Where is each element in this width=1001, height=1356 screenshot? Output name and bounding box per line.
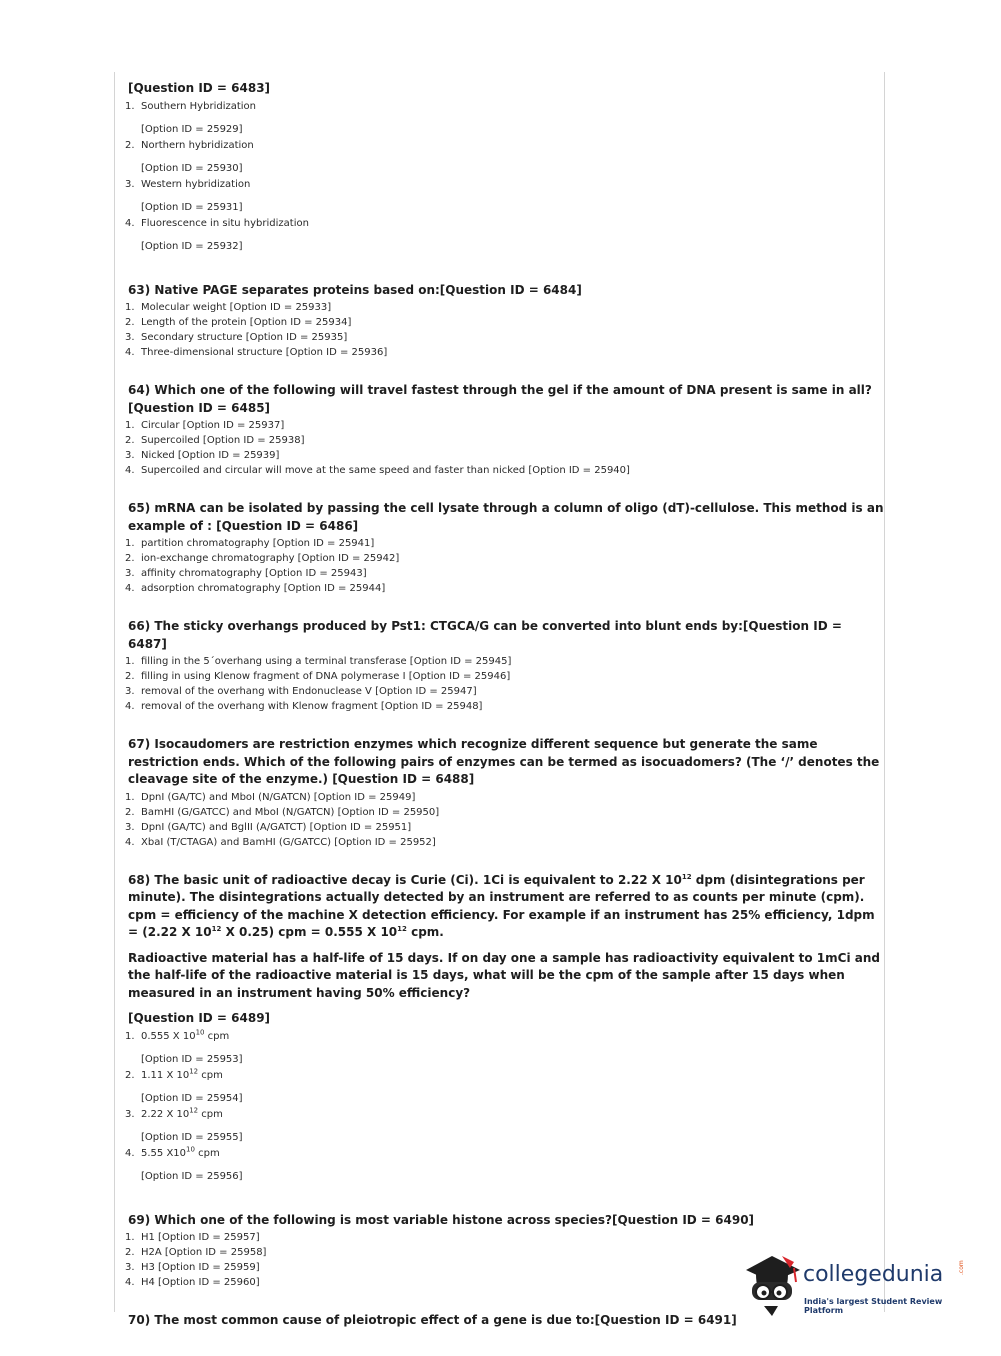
option-number: 1.: [125, 420, 135, 431]
option-id: [Option ID = 25953]: [141, 1053, 243, 1065]
option-id: [Option ID = 25931]: [141, 201, 243, 213]
option-unit: cpm: [204, 1030, 230, 1042]
option-text: Supercoiled and circular will move at the same speed and faster than nicked [Option ID = 25940]: [141, 465, 630, 476]
exponent: 10: [186, 1145, 195, 1154]
question-title: 65) mRNA can be isolated by passing the cell lysate through a column of oligo (dT)-cellulose. This method is an example of : [Question ID = 6486]: [128, 501, 884, 533]
question-title: 63) Native PAGE separates proteins based on:[Question ID = 6484]: [128, 282, 582, 297]
para-text: dpm (disintegrations per minute). The disintegrations actually detected by an instrument are referred to as counts per minute (cpm). cpm = efficiency of the machine X detection efficiency. For example if an instrument has 25% efficiency, 1dpm = (2.22 X 10: [128, 872, 875, 939]
option-list: [114, 1107, 884, 1122]
option-text: Southern Hybridization: [141, 100, 256, 112]
option-list: [114, 536, 884, 596]
logo-tagline: India's largest Student Review Platform: [804, 1297, 943, 1315]
option-number: 3.: [125, 686, 135, 697]
option-text: Molecular weight [Option ID = 25933]: [141, 302, 332, 313]
option-unit: cpm: [194, 1147, 220, 1159]
option-text: affinity chromatography [Option ID = 25943]: [141, 568, 367, 579]
option-text: removal of the overhang with Endonuclease V [Option ID = 25947]: [141, 686, 477, 697]
option-number: 2.: [125, 553, 135, 564]
option-item: [114, 138, 884, 153]
question-65-block: [114, 500, 884, 596]
option-id: [Option ID = 25932]: [141, 240, 243, 252]
option-list: [114, 418, 884, 478]
option-text: Supercoiled [Option ID = 25938]: [141, 435, 305, 446]
para-text: 68) The basic unit of radioactive decay is Curie (Ci). 1Ci is equivalent to 2.22 X 10: [128, 872, 682, 887]
question-63-block: [114, 282, 884, 361]
option-number: 2.: [125, 317, 135, 328]
mascot-icon: [742, 1248, 804, 1318]
option-text: DpnI (GA/TC) and MboI (N/GATCN) [Option ID = 25949]: [141, 791, 416, 803]
question-68-block: [114, 872, 884, 1184]
option-item: [114, 669, 884, 684]
option-number: 3.: [125, 568, 135, 579]
option-text: H3 [Option ID = 25959]: [141, 1262, 260, 1273]
option-item: [114, 654, 884, 669]
exponent: 10: [195, 1028, 205, 1037]
question-66-block: [114, 618, 884, 714]
option-item: [114, 566, 884, 581]
logo-wordmark: collegedunia: [803, 1262, 944, 1287]
option-number: 3.: [125, 332, 135, 343]
question-id: [Question ID = 6489]: [128, 1011, 271, 1025]
option-item: [114, 551, 884, 566]
option-id: [Option ID = 25929]: [141, 123, 243, 135]
option-text: adsorption chromatography [Option ID = 25944]: [141, 583, 386, 594]
right-margin-line: [884, 72, 885, 1312]
option-id: [Option ID = 25954]: [141, 1092, 243, 1104]
option-item: [114, 433, 884, 448]
option-item: [114, 300, 884, 315]
option-item: [114, 1230, 884, 1245]
option-number: 2.: [125, 1247, 135, 1258]
question-68-paragraph-2: Radioactive material has a half-life of 15 days. If on day one a sample has radioactivity equivalent to 1mCi and the half-life of the radioactive material is 15 days, what will be the cpm of the sample after 15 days when measured in an instrument having 50% efficiency?: [128, 950, 880, 1000]
option-item: [114, 699, 884, 714]
option-number: 4.: [125, 1147, 135, 1159]
option-item: [114, 463, 884, 478]
option-number: 3.: [125, 450, 135, 461]
option-item: [114, 536, 884, 551]
logo-suffix: .com: [958, 1260, 965, 1275]
option-number: 4.: [125, 701, 135, 712]
option-item: [114, 581, 884, 596]
option-number: 4.: [125, 217, 135, 229]
para-text: cpm.: [406, 925, 444, 939]
option-text: Nicked [Option ID = 25939]: [141, 450, 280, 461]
option-list: [114, 790, 884, 850]
option-number: 3.: [125, 1262, 135, 1273]
exponent: 12: [681, 872, 692, 881]
option-text: DpnI (GA/TC) and BglII (A/GATCT) [Option ID = 25951]: [141, 821, 412, 833]
option-text: 2.22 X 10: [141, 1108, 190, 1120]
option-number: 1.: [125, 100, 135, 112]
option-list: [114, 99, 884, 114]
exponent: 12: [189, 1106, 199, 1115]
option-item: [114, 177, 884, 192]
option-number: 1.: [125, 791, 135, 803]
exponent: 12: [397, 925, 407, 933]
option-item: [114, 805, 884, 820]
option-item: [114, 330, 884, 345]
question-title: [Question ID = 6483]: [128, 81, 271, 95]
option-text: filling in the 5´overhang using a terminal transferase [Option ID = 25945]: [141, 656, 512, 667]
option-number: 1.: [125, 656, 135, 667]
option-unit: cpm: [198, 1108, 223, 1120]
option-number: 1.: [125, 1030, 135, 1042]
option-number: 3.: [125, 1108, 135, 1120]
option-text: Circular [Option ID = 25937]: [141, 420, 285, 431]
option-text: H2A [Option ID = 25958]: [141, 1247, 267, 1258]
option-number: 3.: [125, 821, 135, 833]
option-text: Northern hybridization: [141, 139, 254, 151]
question-title: 70) The most common cause of pleiotropic effect of a gene is due to:[Question ID = 6491]: [128, 1313, 737, 1327]
option-list: [114, 654, 884, 714]
option-text: removal of the overhang with Klenow fragment [Option ID = 25948]: [141, 701, 483, 712]
option-text: 0.555 X 10: [141, 1030, 196, 1042]
option-list: [114, 216, 884, 231]
question-title: 66) The sticky overhangs produced by Pst1: CTGCA/G can be converted into blunt ends by:[Question ID = 6487]: [128, 619, 842, 651]
option-text: filling in using Klenow fragment of DNA polymerase I [Option ID = 25946]: [141, 671, 511, 682]
option-text: 1.11 X 10: [141, 1069, 190, 1081]
option-number: 3.: [125, 178, 135, 190]
option-item: [114, 1107, 884, 1122]
question-title: 64) Which one of the following will travel fastest through the gel if the amount of DNA present is same in all?[Question ID = 6485]: [128, 383, 872, 415]
option-item: [114, 448, 884, 463]
exponent: 12: [211, 925, 222, 933]
option-number: 4.: [125, 583, 135, 594]
option-number: 1.: [125, 302, 135, 313]
option-text: XbaI (T/CTAGA) and BamHI (G/GATCC) [Option ID = 25952]: [141, 836, 436, 848]
option-number: 4.: [125, 836, 135, 848]
option-text: Three-dimensional structure [Option ID = 25936]: [141, 347, 388, 358]
option-list: [114, 1146, 884, 1161]
option-item: [114, 1068, 884, 1083]
question-content: [114, 80, 884, 1352]
option-number: 1.: [125, 538, 135, 549]
option-number: 4.: [125, 347, 135, 358]
option-text: BamHI (G/GATCC) and MboI (N/GATCN) [Option ID = 25950]: [141, 806, 440, 818]
option-list: [114, 177, 884, 192]
option-id: [Option ID = 25956]: [141, 1170, 243, 1182]
option-item: [114, 216, 884, 231]
option-number: 2.: [125, 139, 135, 151]
question-67-block: [114, 736, 884, 850]
option-id: [Option ID = 25955]: [141, 1131, 243, 1143]
option-item: [114, 820, 884, 835]
option-list: [114, 1029, 884, 1044]
question-62-block: [114, 80, 884, 254]
option-number: 2.: [125, 671, 135, 682]
option-text: Western hybridization: [141, 178, 251, 190]
option-text: ion-exchange chromatography [Option ID = 25942]: [141, 553, 400, 564]
option-item: [114, 315, 884, 330]
option-number: 2.: [125, 1069, 135, 1081]
question-68-paragraph-1: [128, 872, 884, 942]
option-text: 5.55 X10: [141, 1147, 187, 1159]
option-item: [114, 418, 884, 433]
option-id: [Option ID = 25930]: [141, 162, 243, 174]
option-unit: cpm: [198, 1069, 223, 1081]
option-number: 4.: [125, 1277, 135, 1288]
option-number: 2.: [125, 435, 135, 446]
option-item: [114, 835, 884, 850]
option-number: 2.: [125, 806, 135, 818]
collegedunia-logo: [742, 1248, 972, 1318]
option-item: [114, 345, 884, 360]
option-item: [114, 790, 884, 805]
exponent: 12: [189, 1067, 199, 1076]
option-list: [114, 300, 884, 360]
option-item: [114, 99, 884, 114]
option-item: [114, 684, 884, 699]
option-text: H4 [Option ID = 25960]: [141, 1277, 260, 1288]
option-number: 1.: [125, 1232, 135, 1243]
option-number: 4.: [125, 465, 135, 476]
option-list: [114, 138, 884, 153]
option-text: Secondary structure [Option ID = 25935]: [141, 332, 348, 343]
option-item: [114, 1146, 884, 1161]
option-text: H1 [Option ID = 25957]: [141, 1232, 260, 1243]
option-text: partition chromatography [Option ID = 25941]: [141, 538, 375, 549]
question-64-block: [114, 382, 884, 478]
question-title: 67) Isocaudomers are restriction enzymes which recognize different sequence but generate the same restriction ends. Which of the following pairs of enzymes can be termed as isocuadomers? (The ‘/’ denotes the cleavage site of the enzyme.) [Question ID = 6488]: [128, 737, 880, 786]
para-text: X 0.25) cpm = 0.555 X 10: [221, 925, 398, 939]
option-text: Fluorescence in situ hybridization: [141, 217, 309, 229]
question-title: 69) Which one of the following is most variable histone across species?[Question ID = 6490]: [128, 1212, 755, 1227]
option-item: [114, 1029, 884, 1044]
option-list: [114, 1068, 884, 1083]
option-text: Length of the protein [Option ID = 25934]: [141, 317, 352, 328]
